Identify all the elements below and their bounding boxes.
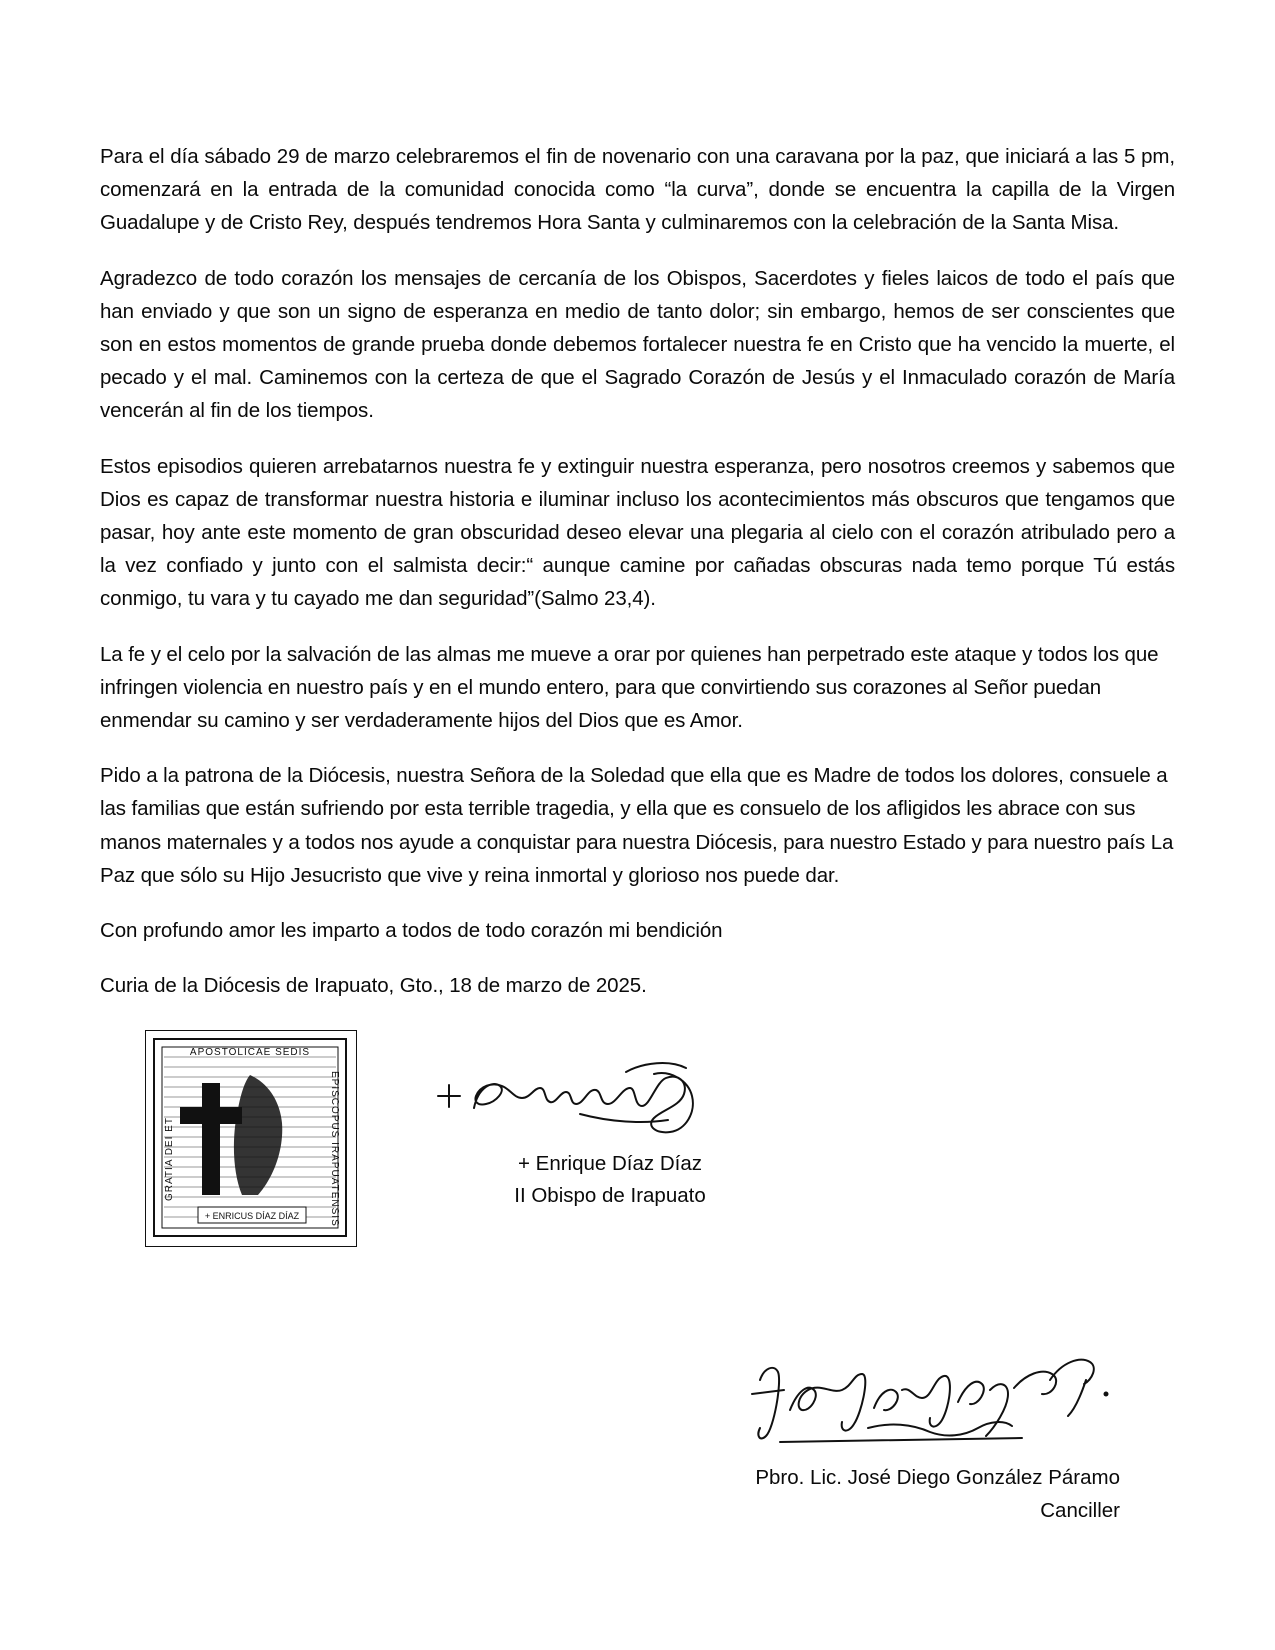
bishop-signature-block	[100, 1030, 1175, 1280]
svg-text:+ ENRICUS DÍAZ DÍAZ: + ENRICUS DÍAZ DÍAZ	[204, 1211, 300, 1222]
chancellor-signature-icon	[750, 1350, 1120, 1455]
svg-text:APOSTOLICAE SEDIS: APOSTOLICAE SEDIS	[189, 1047, 311, 1059]
svg-text:GRATIA DEI ET: GRATIA DEI ET	[164, 1117, 175, 1202]
bishop-signature-icon	[430, 1052, 760, 1147]
svg-text:EPISCOPUS IRAPUATENSIS: EPISCOPUS IRAPUATENSIS	[329, 1071, 340, 1228]
diocesan-seal	[145, 1030, 357, 1247]
bishop-name-block	[430, 1148, 790, 1212]
chancellor-name: Pbro. Lic. José Diego González Páramo	[755, 1466, 1120, 1490]
bishop-title: II Obispo de Irapuato	[514, 1184, 706, 1208]
closing-blessing: Con profundo amor les imparto a todos de todo corazón mi bendición	[100, 919, 723, 943]
paragraph-1: Para el día sábado 29 de marzo celebraremos el fin de novenario con una caravana por la paz, que iniciará a las 5 pm, comenzará en la entrada de la comunidad conocida como “la curva”, donde se encuentra la capilla de la Virgen Guadalupe y de Cristo Rey, después tendremos Hora Santa y culminaremos con la celebración de la Santa Misa.	[100, 145, 1175, 235]
bishop-name: + Enrique Díaz Díaz	[517, 1152, 703, 1176]
place-and-date: Curia de la Diócesis de Irapuato, Gto., 18 de marzo de 2025.	[100, 974, 647, 998]
paragraph-2: Agradezco de todo corazón los mensajes de cercanía de los Obispos, Sacerdotes y fieles laicos de todo el país que han enviado y que son un signo de esperanza en medio de tanto dolor; sin embargo, hemos de ser conscientes que son en estos momentos de grande prueba donde debemos fortalecer nuestra fe en Cristo que ha vencido la muerte, el pecado y el mal. Caminemos con la certeza de que el Sagrado Corazón de Jesús y el Inmaculado corazón de María vencerán al fin de los tiempos.	[100, 266, 1175, 423]
paragraph-3: Estos episodios quieren arrebatarnos nuestra fe y extinguir nuestra esperanza, pero nosotros creemos y sabemos que Dios es capaz de transformar nuestra historia e iluminar incluso los acontecimientos más obscuros que tengamos que pasar, hoy ante este momento de gran obscuridad deseo elevar una plegaria al cielo con el corazón atribulado pero a la vez confiado y junto con el salmista decir:“ aunque camine por cañadas obscuras nada temo porque Tú estás conmigo, tu vara y tu cayado me dan seguridad”(Salmo 23,4).	[100, 454, 1175, 611]
chancellor-title: Canciller	[1040, 1499, 1120, 1523]
chancellor-signature-block	[100, 1350, 1175, 1523]
paragraph-4: La fe y el celo por la salvación de las almas me mueve a orar por quienes han perpetrado este ataque y todos los que infringen violencia en nuestro país y en el mundo entero, para que convirtiendo sus corazones al Señor puedan enmendar su camino y ser verdaderamente hijos del Dios que es Amor.	[100, 642, 1159, 733]
chancellor-name-block	[690, 1462, 1120, 1528]
paragraph-5: Pido a la patrona de la Diócesis, nuestra Señora de la Soledad que ella que es Madre de todos los dolores, consuele a las familias que están sufriendo por esta terrible tragedia, y ella que es consuelo de los afligidos les abrace con sus manos maternales y a todos nos ayude a conquistar para nuestra Diócesis, para nuestro Estado y para nuestro país La Paz que sólo su Hijo Jesucristo que vive y reina inmortal y glorioso nos puede dar.	[100, 764, 1174, 887]
